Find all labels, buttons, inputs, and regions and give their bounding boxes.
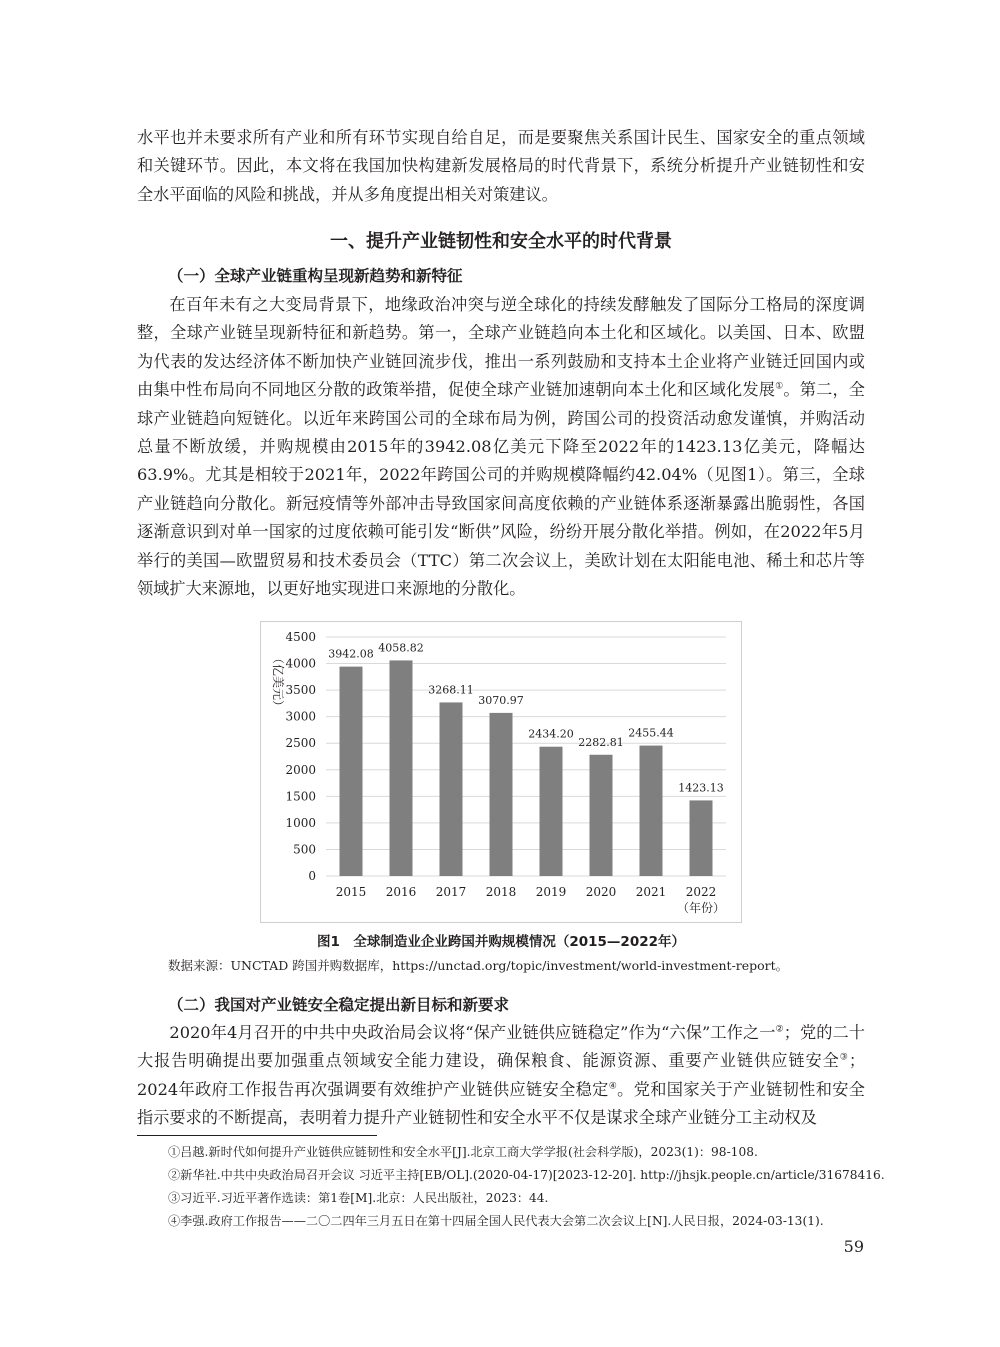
paragraph-text: ；党的二十大报告明确提出要加强重点领域安全能力建设，确保粮食、能源资源、重要产业链供应链安全 <box>137 1023 865 1071</box>
paragraph-text: ；2024年政府工作报告再次强调要有效维护产业链供应链安全稳定 <box>137 1051 865 1099</box>
bar-value-label: 2282.81 <box>578 735 624 749</box>
y-axis-label: （亿美元） <box>271 651 285 713</box>
y-tick-label: 0 <box>308 869 316 883</box>
y-tick-label: 2000 <box>285 762 316 777</box>
figure-source: 数据来源：UNCTAD 跨国并购数据库，https://unctad.org/topic/investment/world-investment-report。 <box>168 958 789 973</box>
page-number: 59 <box>843 1237 864 1256</box>
intro-paragraph: 水平也并未要求所有产业和所有环节实现自给自足，而是要聚焦关系国计民生、国家安全的重点领域和关键环节。因此，本文将在我国加快构建新发展格局的时代背景下，系统分析提升产业链韧性和安全水平面临的风险和挑战，并从多角度提出相关对策建议。 <box>137 128 865 204</box>
section-heading: 一、提升产业链韧性和安全水平的时代背景 <box>330 231 672 252</box>
paragraph-text: 2020年4月召开的中共中央政治局会议将“保产业链供应链稳定”作为“六保”工作之一 <box>169 1023 776 1042</box>
x-tick-label: 2016 <box>385 885 417 899</box>
bar-chart <box>261 622 741 922</box>
footnote-1: ①吕越.新时代如何提升产业链供应链韧性和安全水平[J].北京工商大学学报(社会科学版)，2023(1)：98-108. <box>168 1145 758 1159</box>
bar-2022 <box>690 800 713 876</box>
subsection-2-paragraph <box>137 1019 865 1133</box>
footnote-2: ②新华社.中共中央政治局召开会议 习近平主持[EB/OL].(2020-04-17)[2023-12-20]. http://jhsjk.people.cn/article/31678416. <box>168 1168 885 1182</box>
footnote-3: ③习近平.习近平著作选读：第1卷[M].北京：人民出版社，2023：44. <box>168 1191 549 1205</box>
footnote-ref-3: ③ <box>839 1053 849 1064</box>
bar-2019 <box>540 747 563 876</box>
footnote-ref-4: ④ <box>608 1081 618 1092</box>
bar-2021 <box>640 746 663 876</box>
bar-2015 <box>340 667 363 876</box>
subsection-2-heading: （二）我国对产业链安全稳定提出新目标和新要求 <box>168 996 510 1014</box>
bar-value-label: 4058.82 <box>378 641 424 655</box>
figure-caption: 图1 全球制造业企业跨国并购规模情况（2015—2022年） <box>316 934 686 950</box>
x-tick-label: 2022 <box>685 885 717 899</box>
figure-1-chart <box>260 621 742 923</box>
x-tick-label: 2021 <box>635 885 667 899</box>
paragraph-text: 。党和国家关于产业链韧性和安全指示要求的不断提高，表明着力提升产业链韧性和安全水平不仅是谋求全球产业链分工主动权及 <box>137 1079 865 1128</box>
x-tick-label: 2017 <box>435 885 467 899</box>
bar-2017 <box>440 702 463 876</box>
y-tick-label: 3500 <box>285 683 316 698</box>
bar-2016 <box>390 660 413 876</box>
footnote-ref-1: ① <box>775 381 784 392</box>
footnote-4: ④李强.政府工作报告——二〇二四年三月五日在第十四届全国人民代表大会第二次会议上[N].人民日报，2024-03-13(1). <box>168 1214 824 1228</box>
y-tick-label: 500 <box>293 842 316 857</box>
x-tick-label: 2020 <box>585 885 617 899</box>
subsection-1-paragraph <box>137 291 865 603</box>
subsection-1-heading: （一）全球产业链重构呈现新趋势和新特征 <box>168 267 463 285</box>
y-tick-label: 3000 <box>285 709 316 724</box>
bar-value-label: 1423.13 <box>678 781 724 795</box>
x-tick-label: 2015 <box>335 885 367 899</box>
bar-2018 <box>490 713 513 876</box>
paragraph-text: 。第二，全球产业链趋向短链化。以近年来跨国公司的全球布局为例，跨国公司的投资活动愈发谨慎，并购活动总量不断放缓，并购规模由2015年的3942.08亿美元下降至2022年的1423.13亿美元，降幅达63.9%。尤其是相较于2021年，2022年跨国公司的并购规模降幅约42.04%（见图1）。第三，全球产业链趋向分散化。新冠疫情等外部冲击导致国家间高度依赖的产业链体系逐渐暴露出脆弱性，各国逐渐意识到对单一国家的过度依赖可能引发“断供”风险，纷纷开展分散化举措。例如，在2022年5月举行的美国—欧盟贸易和技术委员会（TTC）第二次会议上，美欧计划在太阳能电池、稀土和芯片等领域扩大来源地，以更好地实现进口来源地的分散化。 <box>137 380 865 599</box>
y-tick-label: 4500 <box>285 630 316 644</box>
bar-value-label: 3942.08 <box>328 647 374 661</box>
y-tick-label: 1000 <box>285 815 316 830</box>
footnote-divider <box>137 1135 377 1136</box>
bar-value-label: 3070.97 <box>478 693 524 707</box>
bar-value-label: 2434.20 <box>528 727 574 741</box>
y-tick-label: 2500 <box>285 736 316 751</box>
y-tick-label: 1500 <box>285 789 316 804</box>
paragraph-text: 在百年未有之大变局背景下，地缘政治冲突与逆全球化的持续发酵触发了国际分工格局的深度调整，全球产业链呈现新特征和新趋势。第一，全球产业链趋向本土化和区域化。以美国、日本、欧盟为代表的发达经济体不断加快产业链回流步伐，推出一系列鼓励和支持本土企业将产业链迁回国内或由集中性布局向不同地区分散的政策举措，促使全球产业链加速朝向本土化和区域化发展 <box>137 295 865 400</box>
x-tick-label: 2018 <box>485 885 517 899</box>
bar-2020 <box>590 755 613 876</box>
footnote-ref-2: ② <box>775 1024 784 1035</box>
x-tick-label: 2019 <box>535 885 567 899</box>
x-axis-label: （年份） <box>676 901 726 915</box>
y-tick-label: 4000 <box>285 656 316 671</box>
bar-value-label: 2455.44 <box>628 726 674 740</box>
bar-value-label: 3268.11 <box>428 683 474 697</box>
